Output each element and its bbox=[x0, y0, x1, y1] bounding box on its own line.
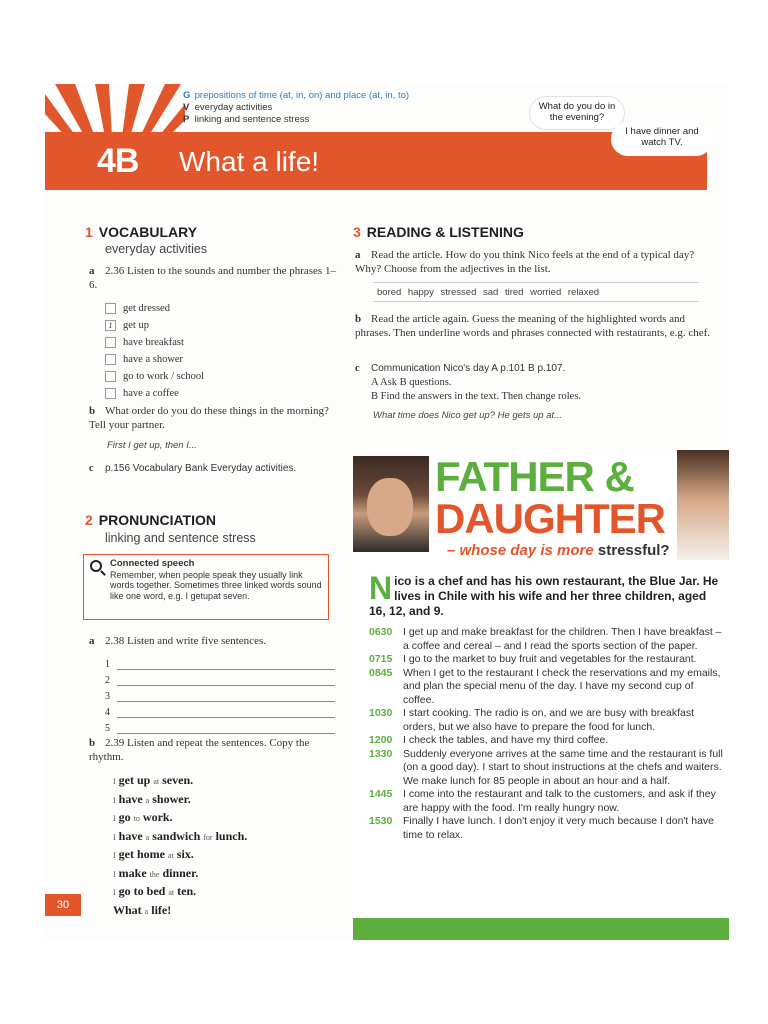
sentence-word: get home bbox=[118, 847, 165, 861]
sentence-word: lunch. bbox=[215, 828, 248, 843]
sentence-word: a bbox=[144, 906, 149, 916]
entry-text: Suddenly everyone arrives at the same time and the restaurant is full (on a good day). I start to shout instructions at the chefs and waiters. We make lunch for 85 people in about an hour and a half. bbox=[403, 747, 723, 787]
connected-speech-callout bbox=[83, 554, 329, 620]
sentence-word: the bbox=[149, 869, 160, 879]
sentence-word: at bbox=[153, 777, 160, 786]
callout-text: Remember, when people speak they usually link words together. Sometimes three linked words sound like one word, e.g. I getupat seven. bbox=[110, 569, 322, 601]
diary-entry bbox=[369, 734, 723, 748]
sentence-word: go to bbox=[118, 884, 144, 898]
diary-entry bbox=[369, 667, 723, 708]
entry-text: When I get to the restaurant I check the reservations and my emails, and plan the special menu of the day. I have my second cup of coffee. bbox=[403, 666, 721, 706]
adjective-list: bored happy stressed sad tired worried relaxed bbox=[373, 282, 699, 302]
sentence-word: I bbox=[113, 888, 116, 897]
phrase-label: have a shower bbox=[123, 354, 184, 365]
sentence-word: shower. bbox=[152, 791, 191, 806]
list-item bbox=[105, 368, 305, 385]
practice-sentence bbox=[113, 772, 247, 791]
sentence-word: work. bbox=[142, 810, 173, 824]
answer-box[interactable] bbox=[105, 371, 116, 382]
drop-cap: N bbox=[369, 570, 393, 606]
chef-photo bbox=[353, 456, 429, 552]
diary-entry bbox=[369, 815, 723, 842]
list-item bbox=[105, 300, 305, 317]
sentence-word: sandwich bbox=[152, 828, 201, 843]
exercise-letter: b bbox=[89, 405, 96, 417]
sentence-word: have bbox=[118, 828, 143, 843]
exercise-letter: c bbox=[355, 363, 360, 374]
magnifier-icon bbox=[90, 560, 102, 572]
sentence-word: have bbox=[118, 791, 143, 806]
practice-sentence bbox=[113, 791, 247, 810]
answer-box[interactable]: 1 bbox=[105, 320, 116, 331]
example-hint: First I get up, then I... bbox=[107, 440, 197, 451]
objective-text: prepositions of time (at, in, on) and place (at, in, to) bbox=[194, 90, 410, 101]
line-number: 3 bbox=[105, 691, 110, 702]
sentence-word: make bbox=[118, 865, 147, 880]
entry-time: 0630 bbox=[369, 626, 393, 638]
entry-text: I go to the market to buy fruit and vegetables for the restaurant. bbox=[403, 653, 697, 665]
diary-entry bbox=[369, 788, 723, 815]
exercise-text: 2.36 Listen to the sounds and number the phrases 1–6. bbox=[89, 265, 336, 291]
section-title: VOCABULARY bbox=[98, 224, 198, 240]
practice-sentence bbox=[113, 809, 247, 828]
section-title: PRONUNCIATION bbox=[98, 512, 216, 528]
entry-time: 1200 bbox=[369, 734, 393, 746]
practice-sentence bbox=[113, 902, 247, 921]
subtitle-text: – whose day is more bbox=[447, 542, 594, 559]
diary-entry bbox=[369, 748, 723, 789]
entry-text: I get up and make breakfast for the children. Then I have breakfast – a coffee and cereal – and I read the sports section of the paper. bbox=[403, 626, 722, 652]
line-number: 1 bbox=[105, 659, 110, 670]
entry-time: 1530 bbox=[369, 815, 393, 827]
entry-time: 1330 bbox=[369, 747, 393, 760]
answer-line[interactable] bbox=[105, 702, 335, 718]
sentence-word: to bbox=[133, 814, 140, 823]
article-subtitle bbox=[447, 542, 670, 559]
phrase-label: get up bbox=[123, 320, 149, 331]
pronunciation-subheading: linking and sentence stress bbox=[105, 531, 256, 545]
entry-time: 1030 bbox=[369, 707, 393, 719]
exercise-letter: a bbox=[89, 635, 95, 647]
line-number: 4 bbox=[105, 707, 110, 718]
exercise-text: 2.38 Listen and write five sentences. bbox=[105, 635, 266, 647]
page-number: 30 bbox=[45, 894, 81, 916]
lesson-code: 4B bbox=[97, 142, 139, 180]
phrase-label: have breakfast bbox=[123, 337, 184, 348]
answer-line[interactable] bbox=[105, 718, 335, 734]
sentence-word: bed bbox=[146, 884, 166, 898]
exercise-2a bbox=[89, 634, 339, 648]
practice-sentence bbox=[113, 865, 247, 884]
answer-line[interactable] bbox=[105, 670, 335, 686]
exercise-letter: b bbox=[89, 737, 96, 749]
sentence-word: I bbox=[113, 851, 116, 860]
list-item bbox=[105, 351, 305, 368]
subtitle-bold: stressful? bbox=[597, 542, 670, 559]
exercise-text: 2.39 Listen and repeat the sentences. Copy the rhythm. bbox=[89, 737, 310, 763]
answer-box[interactable] bbox=[105, 303, 116, 314]
exercise-3c bbox=[355, 362, 705, 404]
practice-sentence bbox=[113, 828, 247, 847]
exercise-text[interactable]: p.156 Vocabulary Bank Everyday activities. bbox=[105, 463, 297, 474]
practice-sentence bbox=[113, 883, 247, 902]
practice-sentences bbox=[113, 772, 247, 920]
objective-tag: V bbox=[183, 102, 190, 113]
answer-box[interactable] bbox=[105, 354, 116, 365]
exercise-text: A Ask B questions. bbox=[371, 377, 452, 388]
example-hint: What time does Nico get up? He gets up at... bbox=[373, 410, 563, 421]
phrase-label: have a coffee bbox=[123, 388, 179, 399]
entry-time: 0715 bbox=[369, 653, 393, 665]
exercise-letter: a bbox=[355, 249, 361, 261]
phrase-checklist bbox=[105, 300, 305, 402]
article-title-daughter: DAUGHTER bbox=[435, 495, 665, 542]
section-number: 3 bbox=[353, 224, 361, 240]
sentence-word: dinner. bbox=[162, 865, 199, 880]
section-number: 2 bbox=[85, 512, 93, 528]
article-intro bbox=[369, 570, 719, 619]
sentence-word: I bbox=[113, 795, 116, 805]
communication-link[interactable]: Communication Nico's day A p.101 B p.107. bbox=[371, 363, 566, 374]
textbook-page bbox=[45, 84, 729, 940]
line-number: 5 bbox=[105, 723, 110, 734]
daughter-photo bbox=[677, 450, 729, 560]
exercise-text: Read the article again. Guess the meaning of the highlighted words and phrases. Then underline words and phrases connected with restaurants, e.g. chef. bbox=[355, 313, 711, 339]
sentence-word: a bbox=[145, 832, 150, 842]
phrase-label: go to work / school bbox=[123, 371, 205, 382]
objective-text: linking and sentence stress bbox=[194, 114, 310, 125]
section-number: 1 bbox=[85, 224, 93, 240]
answer-box[interactable] bbox=[105, 388, 116, 399]
sentence-word: I bbox=[113, 869, 116, 879]
entry-time: 1445 bbox=[369, 788, 393, 800]
sentence-word: a bbox=[145, 795, 150, 805]
sentence-word: at bbox=[168, 888, 175, 897]
exercise-3b bbox=[355, 312, 715, 340]
sentence-word: life! bbox=[151, 902, 172, 917]
answer-line[interactable] bbox=[105, 654, 335, 670]
diary-entry bbox=[369, 626, 723, 653]
sentence-word: I bbox=[113, 832, 116, 842]
entry-text: I come into the restaurant and talk to the customers, and ask if they are happy with the food. I'm really hungry now. bbox=[403, 788, 716, 814]
exercise-letter: a bbox=[89, 265, 95, 277]
exercise-2b bbox=[89, 736, 339, 764]
list-item bbox=[105, 317, 305, 334]
exercise-letter: c bbox=[89, 463, 94, 474]
article-title-father: FATHER & bbox=[435, 453, 634, 500]
exercise-text: What order do you do these things in the morning? Tell your partner. bbox=[89, 405, 329, 431]
phrase-label: get dressed bbox=[123, 303, 170, 314]
sentence-word: I bbox=[113, 814, 116, 823]
answer-lines bbox=[105, 654, 335, 734]
exercise-1c bbox=[89, 462, 339, 476]
sentence-word: get up bbox=[118, 773, 151, 787]
diary-entries bbox=[369, 626, 723, 842]
objective-text: everyday activities bbox=[194, 102, 273, 113]
list-item bbox=[105, 334, 305, 351]
practice-sentence bbox=[113, 846, 247, 865]
sentence-word: six. bbox=[176, 847, 194, 861]
exercise-letter: b bbox=[355, 313, 362, 325]
lesson-title: What a life! bbox=[179, 146, 320, 177]
answer-box[interactable] bbox=[105, 337, 116, 348]
exercise-text: Read the article. How do you think Nico feels at the end of a typical day? Why? Choose from the adjectives in the list. bbox=[355, 249, 695, 275]
sentence-word: at bbox=[168, 851, 174, 860]
vocabulary-heading bbox=[85, 224, 197, 240]
exercise-text: B Find the answers in the text. Then change roles. bbox=[371, 391, 582, 402]
lesson-objectives bbox=[183, 90, 409, 126]
sentence-word: go bbox=[118, 810, 131, 824]
entry-time: 0845 bbox=[369, 666, 393, 679]
objective-tag: P bbox=[183, 114, 190, 125]
pronunciation-heading bbox=[85, 512, 216, 528]
reading-heading bbox=[353, 224, 524, 240]
exercise-1a bbox=[89, 264, 339, 292]
vocabulary-subheading: everyday activities bbox=[105, 242, 208, 256]
objective-tag: G bbox=[183, 90, 191, 101]
sentence-word: I bbox=[113, 777, 116, 786]
sentence-word: ten. bbox=[177, 884, 197, 898]
intro-text: ico is a chef and has his own restaurant, the Blue Jar. He lives in Chile with his wife and her three children, aged 16, 12, and 9. bbox=[369, 574, 719, 618]
article-panel bbox=[353, 450, 729, 940]
exercise-1b bbox=[89, 404, 339, 432]
green-footer-bar bbox=[353, 918, 729, 940]
speech-bubble-answer: I have dinner and watch TV. bbox=[611, 122, 713, 156]
diary-entry bbox=[369, 707, 723, 734]
sentence-word: What bbox=[113, 902, 142, 917]
exercise-3a bbox=[355, 248, 705, 276]
list-item bbox=[105, 385, 305, 402]
entry-text: Finally I have lunch. I don't enjoy it very much because I don't have time to relax. bbox=[403, 815, 715, 841]
entry-text: I start cooking. The radio is on, and we are busy with breakfast orders, but we also have to prepare the food for lunch. bbox=[403, 707, 695, 733]
sentence-word: for bbox=[203, 832, 213, 842]
diary-entry bbox=[369, 653, 723, 667]
answer-line[interactable] bbox=[105, 686, 335, 702]
section-title: READING & LISTENING bbox=[366, 224, 524, 240]
line-number: 2 bbox=[105, 675, 110, 686]
entry-text: I check the tables, and have my third coffee. bbox=[403, 734, 609, 746]
speech-bubble-question: What do you do in the evening? bbox=[529, 96, 625, 130]
callout-title: Connected speech bbox=[110, 558, 195, 569]
sentence-word: seven. bbox=[162, 773, 194, 787]
